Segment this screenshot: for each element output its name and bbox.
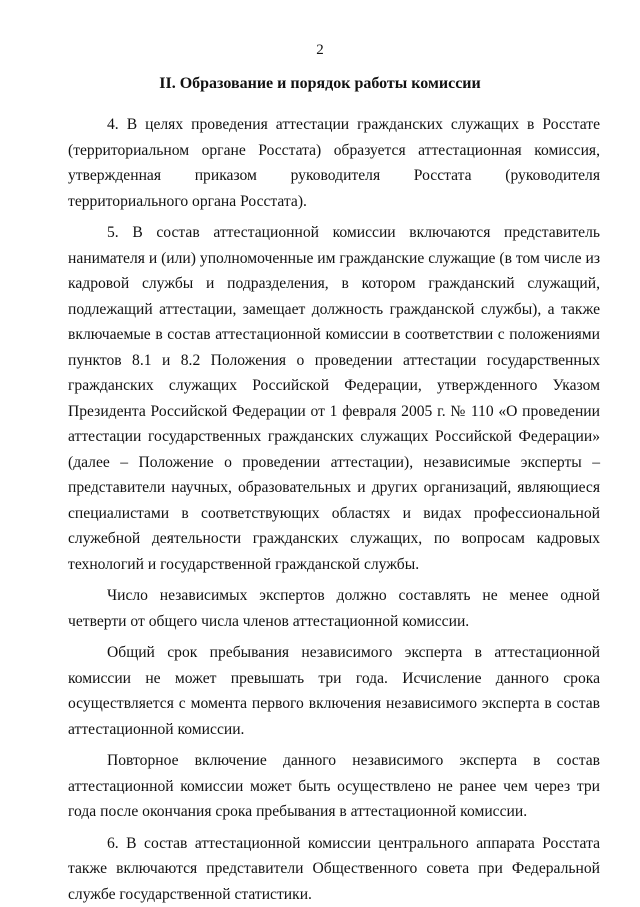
- paragraph-6: 6. В состав аттестационной комиссии центрального аппарата Росстата также включаются представители Общественного совета при Федеральной службе государственной статистики.: [68, 831, 600, 907]
- section-title: II. Образование и порядок работы комиссии: [0, 75, 640, 93]
- paragraph-expert-term: Общий срок пребывания независимого эксперта в аттестационной комиссии не может превышать три года. Исчисление данного срока осуществляется с момента первого включения независимого эксперта в состав аттестационной комиссии.: [68, 640, 600, 742]
- paragraph-5: 5. В состав аттестационной комиссии включаются представитель нанимателя и (или) уполномоченные им гражданские служащие (в том числе из кадровой службы и подразделения, в котором гражданский служащий, подлежащий аттестации, замещает должность гражданской службы), а также включаемые в состав аттестационной комиссии в соответствии с положениями пунктов 8.1 и 8.2 Положения о проведении аттестации государственных гражданских служащих Российской Федерации, утвержденного Указом Президента Российской Федерации от 1 февраля 2005 г. № 110 «О проведении аттестации государственных гражданских служащих Российской Федерации» (далее – Положение о проведении аттестации), независимые эксперты – представители научных, образовательных и других организаций, являющиеся специалистами в соответствующих областях и видах профессиональной служебной деятельности гражданских служащих, по вопросам кадровых технологий и государственной гражданской службы.: [68, 220, 600, 577]
- document-body: [68, 112, 600, 907]
- paragraph-independent-experts-count: Число независимых экспертов должно составлять не менее одной четверти от общего числа членов аттестационной комиссии.: [68, 583, 600, 634]
- page-number: 2: [0, 42, 640, 59]
- paragraph-4: 4. В целях проведения аттестации гражданских служащих в Росстате (территориальном органе Росстата) образуется аттестационная комиссия, утвержденная приказом руководителя Росстата (руководителя территориального органа Росстата).: [68, 112, 600, 214]
- paragraph-repeat-inclusion: Повторное включение данного независимого эксперта в состав аттестационной комиссии может быть осуществлено не ранее чем через три года после окончания срока пребывания в аттестационной комиссии.: [68, 748, 600, 825]
